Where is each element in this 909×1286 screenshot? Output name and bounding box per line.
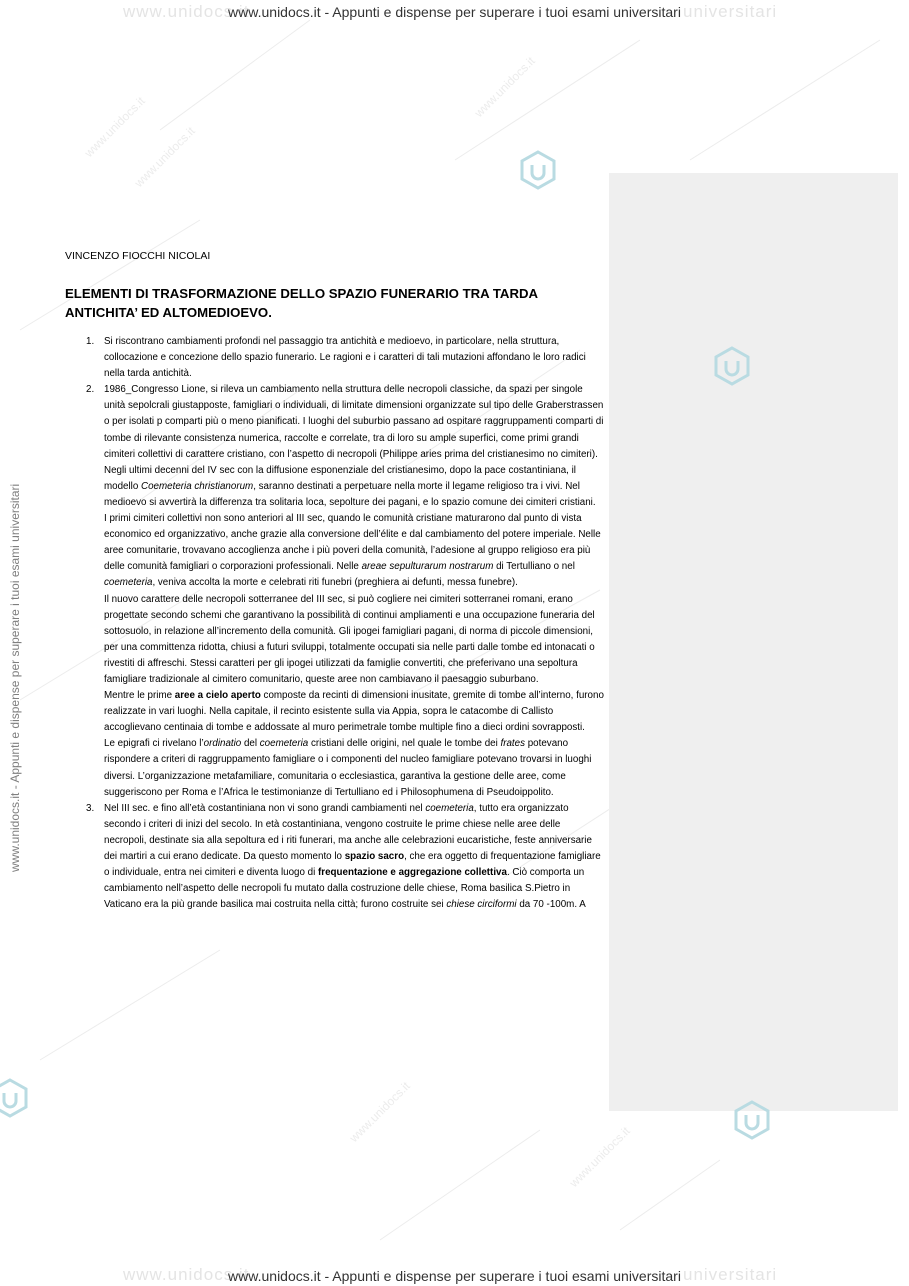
author-name: VINCENZO FIOCCHI NICOLAI [65,250,211,262]
ghost-text-right: universitari [683,2,778,21]
list-item [65,382,605,462]
list-item [65,801,605,914]
bold-term: spazio sacro [344,851,405,862]
item-number: 3. [86,802,95,814]
unidocs-logo-icon [732,1100,772,1140]
unidocs-logo-icon [518,150,558,190]
text-run: , saranno destinati a perpetuare nella morte il legame religioso tra i vivi. Nel medioevo si avvertirà la differenza tra solitaria loca, sepolture dei pagani, e lo spazio comune dei cimiteri cristiani. [104,480,596,508]
title-line-1: ELEMENTI DI TRASFORMAZIONE DELLO SPAZIO FUNERARIO TRA TARDA [65,286,539,301]
side-notes-panel [609,173,898,1111]
italic-term: areae sepulturarum nostrarum [361,561,494,573]
text-run: potevano rispondere a criteri di raggruppamento famigliare o i componenti del nucleo famigliare potevano trovarsi in luoghi diversi. L’organizzazione metafamiliare, comunitaria o ecclesiastica, garantiva la gestione delle aree, come suggeriscono per Roma e l’Africa le testimonianze di Tertulliano ed i Philosophumena di Pseudoippolito. [104,738,592,798]
diagonal-watermark: www.unidocs.it [566,1123,633,1191]
footer-watermark: www.unidocs.it - Appunti e dispense per superare i tuoi esami universitari [228,1268,681,1284]
text-run: . Ciò comporta un cambiamento nell’aspetto delle necropoli fu mutato dalla costruzione delle chiese, Roma basilica S.Pietro in Vaticano era la più grande basilica mai costruita nella città; furono costruite sei [104,867,585,911]
document-body [65,250,605,913]
text-run: Mentre le prime [104,690,175,702]
paragraph-decenni [65,463,605,511]
item-text: 1986_Congresso Lione, si rileva un cambiamento nella struttura delle necropoli classiche, da spazi per singole unità sepolcrali giustapposte, famigliari o individuali, di limitate dimensioni organizzate sul tipo delle Graberstrassen o per isolati p comparti più o meno pianificati. I luoghi del suburbio passano ad ospitare raggruppamenti comparti di tombe di rilevante consistenza numerica, raccolte e correlate, tra di loro su ample superfici, come primi grandi cimiteri collettivi di carattere cristiano, con l’aspetto di necropoli (Philippe aries prima del cristianesimo no cimiteri). [104,384,604,460]
text-run: , veniva accolta la morte e celebrati riti funebri (preghiera ai defunti, messa funebre). [152,577,518,589]
italic-term: frates [500,738,526,750]
bold-term: frequentazione e aggregazione collettiva [318,867,507,879]
text-run: composte da recinti di dimensioni inusitate, gremite di tombe all’interno, furono realizzate in vari luoghi. Nella capitale, il recinto esistente sulla via Appia, sopra le catacombe di Callisto accoglievano centinaia di tombe e addossate al muro perimetrale tombe multiple fino a dieci ordini sovrapposti. [104,690,604,734]
italic-term: coemeteria [104,577,153,589]
text-run: da 70 -100m. A [516,899,586,911]
text-run: , tutto era organizzato secondo i criteri di inizi del secolo. In età costantiniana, vengono costruite le prime chiese nelle aree delle necropoli, destinate sia alla sepoltura ed i riti funerari, ma anche alle celebrazioni eucaristiche, feste anniversarie dei martiri a cui erano dedicate. Da questo momento lo [104,802,592,862]
ghost-text-left: www.unidocs.it [123,1265,250,1284]
text-run: Nel III sec. e fino all’età costantiniana non vi sono grandi cambiamenti nel [104,802,426,814]
italic-term: coemeteria [425,802,474,814]
item-text: Si riscontrano cambiamenti profondi nel passaggio tra antichità e medioevo, in particolare, nella struttura, collocazione e concezione dello spazio funerario. Le ragioni e i caratteri di tali mutazioni affondano le loro radici nella tarda antichità. [104,336,586,380]
list-item [65,334,605,382]
text-run: I primi cimiteri collettivi non sono anteriori al III sec, quando le comunità cristiane maturarono dal punto di vista economico ed organizzativo, anche grazie alla conversione dell’élite e dal cambiamento del potere imperiale. Nelle aree comunitarie, trovavano accoglienza anche i più poveri della comunità, l’adesione al gruppo religioso era più delle comunità famigliari o corporazioni professionali. Nelle [104,513,601,573]
italic-term: coemeteria [259,738,309,750]
item-number: 2. [86,384,95,396]
diagonal-watermark: www.unidocs.it [471,53,538,121]
paragraph-aree-cielo-aperto [65,688,605,736]
italic-term: ordinatio [203,738,242,750]
italic-term: Coemeteria christianorum [141,480,254,492]
unidocs-logo-icon [712,346,752,386]
text-run: Negli ultimi decenni del IV sec con la diffusione esponenziale del cristianesimo, dopo la pace costantiniana, il modello [104,464,576,492]
diagonal-watermark: www.unidocs.it [81,93,148,161]
paragraph-nuovo-carattere: Il nuovo carattere delle necropoli sotterranee del III sec, si può cogliere nei cimiteri sotterranei romani, erano progettate secondo schemi che garantivano la possibilità di continui ampliamenti e una occupazione funeraria del sottosuolo, in relazione all’incremento della comunità. Gli ipogei famigliari pagani, di norma di piccole dimensioni, per una committenza ridotta, chiusi a futuri sviluppi, totalmente occupati sia nelle parti dalle tombe ed intonacati o rivestiti di affreschi. Stessi caratteri per gli ipogei utilizzati da famiglie convertiti, che preferivano una sepoltura famigliare tradizionale al cimitero comunitario, queste aree non cambiavano il paesaggio suburbano. [104,593,595,685]
text-run: , che era oggetto di frequentazione famigliare o individuale, entra nei cimiteri e diventa luogo di [104,851,601,879]
document-title [65,284,605,322]
ghost-text-left: www.unidocs.it [123,2,250,21]
paragraph-primi-cimiteri [65,511,605,591]
diagonal-watermark: www.unidocs.it [346,1078,413,1146]
vertical-watermark-left: www.unidocs.it - Appunti e dispense per superare i tuoi esami universitari [8,483,22,872]
bold-term: aree a cielo aperto [174,690,261,702]
text-run: di Tertulliano o nel [493,561,575,573]
text-run: Le epigrafi ci rivelano l’ [104,738,204,750]
item-number: 1. [86,336,95,347]
unidocs-logo-icon [0,1078,30,1118]
text-run: cristiani delle origini, nel quale le tombe dei [308,738,501,750]
header-watermark: www.unidocs.it - Appunti e dispense per superare i tuoi esami universitari [228,4,681,20]
italic-term: chiese circiformi [446,899,517,911]
text-run: del [241,738,260,750]
diagonal-watermark: www.unidocs.it [131,123,198,191]
paragraph-epigrafi [65,736,605,800]
title-line-2: ANTICHITA’ ED ALTOMEDIOEVO. [65,305,272,320]
ghost-text-right: universitari [683,1265,778,1284]
